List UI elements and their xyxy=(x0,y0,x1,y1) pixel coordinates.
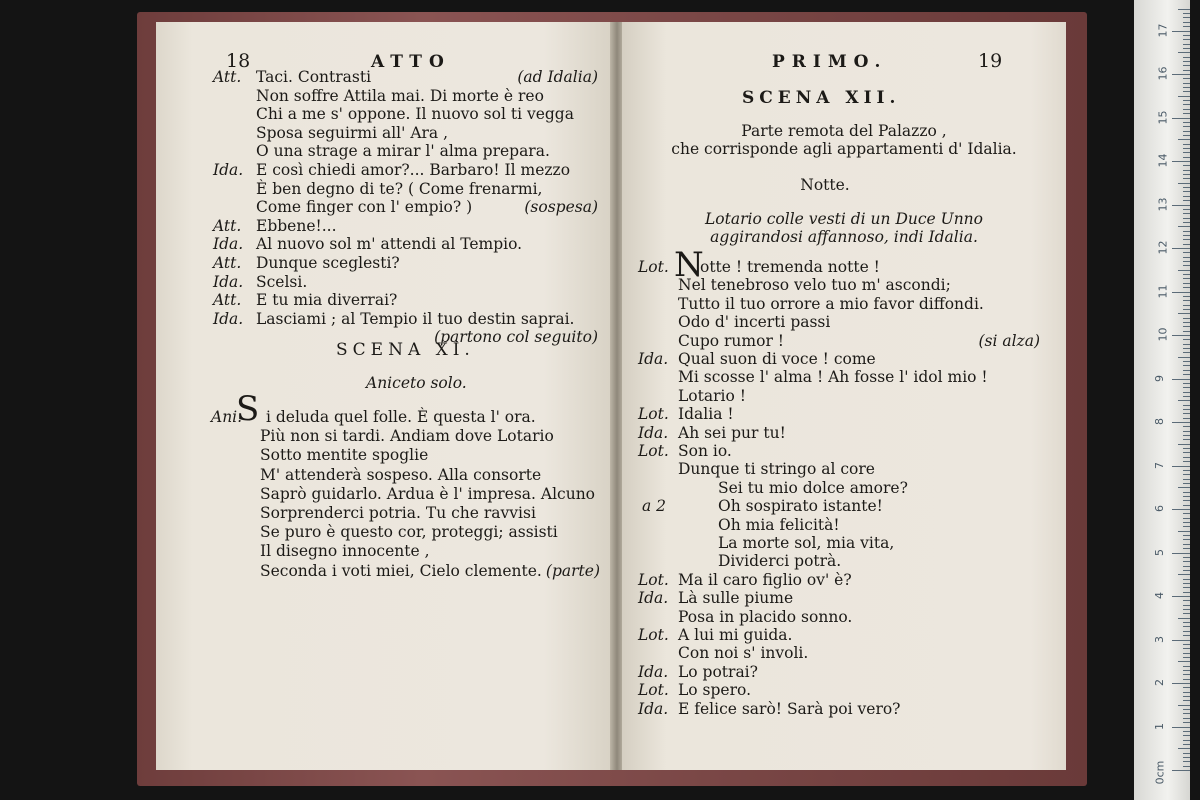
ruler-tick xyxy=(1183,692,1190,693)
verse-line: Lasciami ; al Tempio il tuo destin saprai. xyxy=(256,309,575,328)
ruler-tick xyxy=(1183,648,1190,649)
ruler-number: 17 xyxy=(1156,23,1170,37)
ruler-tick xyxy=(1183,274,1190,275)
ruler-tick xyxy=(1183,244,1190,245)
ruler-tick xyxy=(1183,261,1190,262)
ruler-tick xyxy=(1183,361,1190,362)
verse-line: Lotario ! xyxy=(678,386,746,405)
ruler-tick xyxy=(1183,731,1190,732)
ruler-tick xyxy=(1183,505,1190,506)
ruler-tick xyxy=(1183,152,1190,153)
ruler-tick xyxy=(1183,761,1190,762)
ruler-tick xyxy=(1172,640,1190,641)
ruler-tick xyxy=(1183,61,1190,62)
ruler-tick xyxy=(1172,727,1190,728)
ruler-number: 11 xyxy=(1156,284,1170,298)
verse-line: La morte sol, mia vita, xyxy=(718,534,895,552)
verse-line: Sposa seguirmi all' Ara , xyxy=(256,123,449,142)
ruler-tick xyxy=(1183,635,1190,636)
ruler-tick xyxy=(1183,39,1190,40)
ruler-tick xyxy=(1183,200,1190,201)
ruler-number: 15 xyxy=(1156,110,1170,124)
verse-line: Qual suon di voce ! come xyxy=(678,350,876,368)
ruler-tick xyxy=(1183,666,1190,667)
drop-cap: S xyxy=(236,389,260,429)
ruler-tick xyxy=(1183,13,1190,14)
ruler-tick xyxy=(1178,357,1190,358)
ruler-tick xyxy=(1183,365,1190,366)
ruler-tick xyxy=(1183,344,1190,345)
ruler-tick xyxy=(1183,570,1190,571)
ruler-tick xyxy=(1172,553,1190,554)
ruler-tick xyxy=(1183,583,1190,584)
stage-direction: (partono col seguito) xyxy=(434,328,598,347)
ruler-tick xyxy=(1178,400,1190,401)
ruler-number: 16 xyxy=(1156,66,1170,81)
ruler-tick xyxy=(1183,587,1190,588)
speaker-label: Lot. xyxy=(638,570,669,589)
ruler-tick xyxy=(1183,287,1190,288)
speaker-label: Ida. xyxy=(213,272,244,291)
ruler-tick xyxy=(1183,387,1190,388)
ruler-tick xyxy=(1172,248,1190,249)
ruler-tick xyxy=(1183,70,1190,71)
ruler-tick xyxy=(1183,44,1190,45)
ruler-tick xyxy=(1178,183,1190,184)
speaker-label: Att. xyxy=(213,216,242,235)
ruler-number: 1 xyxy=(1153,722,1166,730)
verse-line: Scelsi. xyxy=(256,272,308,291)
ruler-tick xyxy=(1183,57,1190,58)
ruler-tick xyxy=(1178,270,1190,271)
speaker-label: Lot. xyxy=(638,258,669,276)
ruler-tick xyxy=(1183,331,1190,332)
ruler-tick xyxy=(1183,539,1190,540)
verse-line: Lo spero. xyxy=(678,681,751,700)
ruler-tick xyxy=(1183,722,1190,723)
ruler-tick xyxy=(1183,165,1190,166)
ruler-tick xyxy=(1183,522,1190,523)
verse-line: O una strage a mirar l' alma prepara. xyxy=(256,142,550,161)
ruler-tick xyxy=(1183,631,1190,632)
ruler-tick xyxy=(1183,461,1190,462)
speaker-label: a 2 xyxy=(642,497,667,516)
ruler-tick xyxy=(1183,283,1190,284)
ruler-tick xyxy=(1183,318,1190,319)
ruler-tick xyxy=(1183,452,1190,453)
ruler-tick xyxy=(1183,78,1190,79)
speaker-label: Ida. xyxy=(638,423,669,442)
ruler-tick xyxy=(1183,300,1190,301)
ruler-tick xyxy=(1183,626,1190,627)
ruler-tick xyxy=(1183,653,1190,654)
ruler-tick xyxy=(1183,148,1190,149)
ruler-tick xyxy=(1183,674,1190,675)
ruler-tick xyxy=(1172,292,1190,293)
ruler-tick xyxy=(1183,479,1190,480)
ruler-tick xyxy=(1183,513,1190,514)
scene-time: Notte. xyxy=(800,176,850,194)
ruler-tick xyxy=(1183,483,1190,484)
ruler-tick xyxy=(1183,209,1190,210)
ruler-tick xyxy=(1172,335,1190,336)
scene-heading: SCENA XII. xyxy=(742,88,901,108)
verse-line: Seconda i voti miei, Cielo clemente. xyxy=(260,561,542,580)
ruler-tick xyxy=(1183,100,1190,101)
ruler-tick xyxy=(1183,374,1190,375)
ruler-tick xyxy=(1183,265,1190,266)
speaker-label: Lot. xyxy=(638,405,669,424)
ruler-tick xyxy=(1183,518,1190,519)
ruler-tick xyxy=(1183,687,1190,688)
verse-line: Il disegno innocente , xyxy=(260,542,430,561)
verse-line: Idalia ! xyxy=(678,405,734,424)
ruler-tick xyxy=(1183,91,1190,92)
scene-setting-line-2: che corrisponde agli appartamenti d' Idalia. xyxy=(671,140,1017,158)
ruler-number: 8 xyxy=(1153,418,1166,425)
ruler-tick xyxy=(1183,113,1190,114)
running-head: PRIMO. xyxy=(772,52,888,72)
verse-line: Sotto mentite spoglie xyxy=(260,446,429,465)
verse-line: Oh sospirato istante! xyxy=(718,497,883,516)
verse-line: E così chiedi amor?... Barbaro! Il mezzo xyxy=(256,161,571,179)
ruler-tick xyxy=(1183,322,1190,323)
right-page xyxy=(622,22,1066,770)
ruler-tick xyxy=(1183,104,1190,105)
ruler-tick xyxy=(1183,383,1190,384)
ruler-tick xyxy=(1178,618,1190,619)
speaker-label: Ida. xyxy=(638,662,669,681)
ruler-number: 3 xyxy=(1153,635,1166,643)
verse-line: Taci. Contrasti xyxy=(256,68,372,86)
ruler-tick xyxy=(1183,213,1190,214)
scene-setting-line-1: Parte remota del Palazzo , xyxy=(741,122,947,140)
measuring-ruler xyxy=(1134,0,1190,800)
ruler-tick xyxy=(1172,379,1190,380)
ruler-tick xyxy=(1183,439,1190,440)
verse-line: È ben degno di te? ( Come frenarmi, xyxy=(256,179,543,198)
verse-line: Nel tenebroso velo tuo m' ascondi; xyxy=(678,276,951,295)
verse-line: E tu mia diverrai? xyxy=(256,291,398,310)
ruler-tick xyxy=(1183,579,1190,580)
speaker-label: Ida. xyxy=(638,589,669,608)
ruler-tick xyxy=(1183,435,1190,436)
ruler-tick xyxy=(1183,613,1190,614)
ruler-number: 9 xyxy=(1153,374,1166,382)
ruler-number: 5 xyxy=(1153,548,1166,556)
verse-line: Saprò guidarlo. Ardua è l' impresa. Alcuno xyxy=(260,484,596,503)
verse-line: Dunque sceglesti? xyxy=(256,254,400,272)
ruler-tick xyxy=(1183,622,1190,623)
ruler-tick xyxy=(1183,566,1190,567)
ruler-tick xyxy=(1183,548,1190,549)
ruler-tick xyxy=(1183,257,1190,258)
ruler-tick xyxy=(1172,205,1190,206)
ruler-tick xyxy=(1183,305,1190,306)
verse-line: Ma il caro figlio ov' è? xyxy=(678,570,852,589)
ruler-tick xyxy=(1183,396,1190,397)
stage-direction-line-2: aggirandosi affannoso, indi Idalia. xyxy=(710,228,978,246)
speaker-label: Lot. xyxy=(638,681,669,700)
ruler-tick xyxy=(1183,309,1190,310)
ruler-tick xyxy=(1172,770,1190,771)
ruler-tick xyxy=(1183,448,1190,449)
ruler-tick xyxy=(1183,735,1190,736)
speaker-label: Ida. xyxy=(213,309,244,328)
ruler-number: 7 xyxy=(1153,461,1166,469)
stage-direction: (si alza) xyxy=(978,331,1040,350)
ruler-tick xyxy=(1178,748,1190,749)
verse-line: Chi a me s' oppone. Il nuovo sol ti vegga xyxy=(256,105,574,124)
ruler-number: 4 xyxy=(1153,592,1166,599)
ruler-tick xyxy=(1172,509,1190,510)
verse-line: Posa in placido sonno. xyxy=(678,607,853,626)
ruler-tick xyxy=(1183,609,1190,610)
ruler-tick xyxy=(1183,339,1190,340)
ruler-tick xyxy=(1183,474,1190,475)
ruler-tick xyxy=(1183,131,1190,132)
ruler-tick xyxy=(1178,574,1190,575)
ruler-tick xyxy=(1183,409,1190,410)
verse-line: M' attenderà sospeso. Alla consorte xyxy=(260,465,542,484)
speaker-label: Att. xyxy=(213,291,242,310)
ruler-tick xyxy=(1183,753,1190,754)
ruler-tick xyxy=(1183,352,1190,353)
ruler-tick xyxy=(1183,370,1190,371)
verse-line: Mi scosse l' alma ! Ah fosse l' idol mio ! xyxy=(678,368,988,387)
speaker-label: Att. xyxy=(213,68,242,86)
scene-heading: SCENA XI. xyxy=(336,340,475,360)
verse-line: Ah sei pur tu! xyxy=(678,423,786,442)
ruler-tick xyxy=(1172,74,1190,75)
ruler-tick xyxy=(1183,191,1190,192)
ruler-tick xyxy=(1183,744,1190,745)
ruler-tick xyxy=(1172,596,1190,597)
ruler-tick xyxy=(1178,661,1190,662)
ruler-unit-label: 0cm xyxy=(1153,760,1167,785)
ruler-tick xyxy=(1183,35,1190,36)
ruler-tick xyxy=(1183,592,1190,593)
stage-direction: (sospesa) xyxy=(524,198,598,217)
ruler-tick xyxy=(1183,657,1190,658)
verse-line: Odo d' incerti passi xyxy=(678,313,831,332)
ruler-tick xyxy=(1183,426,1190,427)
ruler-tick xyxy=(1183,87,1190,88)
speaker-label: Att. xyxy=(213,254,242,272)
ruler-tick xyxy=(1183,418,1190,419)
stage-direction-line-1: Lotario colle vesti di un Duce Unno xyxy=(705,210,983,228)
verse-line: Son io. xyxy=(678,442,732,460)
stage-direction: (ad Idalia) xyxy=(517,68,598,86)
running-head: ATTO xyxy=(371,52,451,72)
verse-line: A lui mi guida. xyxy=(678,626,793,644)
ruler-tick xyxy=(1183,766,1190,767)
ruler-tick xyxy=(1178,96,1190,97)
ruler-tick xyxy=(1183,713,1190,714)
verse-line: Cupo rumor ! xyxy=(678,331,785,350)
ruler-tick xyxy=(1183,757,1190,758)
ruler-tick xyxy=(1183,431,1190,432)
speaker-label: Ani. xyxy=(211,408,243,426)
ruler-tick xyxy=(1183,709,1190,710)
ruler-tick xyxy=(1178,226,1190,227)
ruler-tick xyxy=(1183,326,1190,327)
ruler-tick xyxy=(1183,109,1190,110)
ruler-tick xyxy=(1183,561,1190,562)
ruler-tick xyxy=(1183,348,1190,349)
ruler-tick xyxy=(1183,700,1190,701)
verse-line: Più non si tardi. Andiam dove Lotario xyxy=(260,427,554,446)
scene-caption: Aniceto solo. xyxy=(366,374,467,392)
ruler-tick xyxy=(1178,531,1190,532)
verse-line: Là sulle piume xyxy=(678,589,794,608)
verse-line: Se puro è questo cor, proteggi; assisti xyxy=(260,523,558,542)
ruler-tick xyxy=(1172,422,1190,423)
verse-line: Non soffre Attila mai. Di morte è reo xyxy=(256,86,544,105)
ruler-tick xyxy=(1183,500,1190,501)
ruler-number: 14 xyxy=(1156,153,1170,168)
ruler-tick xyxy=(1172,466,1190,467)
ruler-tick xyxy=(1183,296,1190,297)
ruler-tick xyxy=(1178,139,1190,140)
speaker-label: Ida. xyxy=(213,161,244,179)
ruler-tick xyxy=(1183,222,1190,223)
ruler-tick xyxy=(1183,557,1190,558)
ruler-tick xyxy=(1183,679,1190,680)
ruler-tick xyxy=(1178,705,1190,706)
ruler-tick xyxy=(1183,252,1190,253)
verse-line: Ebbene!... xyxy=(256,216,337,235)
ruler-number: 12 xyxy=(1156,240,1170,255)
ruler-tick xyxy=(1183,196,1190,197)
ruler-tick xyxy=(1183,405,1190,406)
ruler-number: 6 xyxy=(1153,505,1166,512)
verse-line: i deluda quel folle. È questa l' ora. xyxy=(266,408,536,426)
page-number: 18 xyxy=(226,50,251,72)
ruler-tick xyxy=(1183,526,1190,527)
ruler-tick xyxy=(1183,126,1190,127)
ruler-tick xyxy=(1183,17,1190,18)
ruler-tick xyxy=(1183,696,1190,697)
verse-line: Sorprenderci potria. Tu che ravvisi xyxy=(260,504,536,522)
ruler-tick xyxy=(1178,9,1190,10)
ruler-number: 13 xyxy=(1156,197,1170,211)
ruler-tick xyxy=(1183,22,1190,23)
ruler-tick xyxy=(1183,122,1190,123)
verse-line: Oh mia felicità! xyxy=(718,515,840,534)
ruler-tick xyxy=(1183,492,1190,493)
ruler-tick xyxy=(1183,83,1190,84)
verse-line: Dividerci potrà. xyxy=(718,552,842,571)
verse-line: Sei tu mio dolce amore? xyxy=(718,478,908,497)
ruler-tick xyxy=(1178,313,1190,314)
ruler-tick xyxy=(1183,470,1190,471)
ruler-number: 2 xyxy=(1153,679,1166,686)
verse-line: Tutto il tuo orrore a mio favor diffondi. xyxy=(678,294,984,313)
ruler-tick xyxy=(1183,26,1190,27)
speaker-label: Ida. xyxy=(638,350,669,368)
ruler-tick xyxy=(1183,174,1190,175)
ruler-tick xyxy=(1172,161,1190,162)
drop-cap: N xyxy=(674,245,704,285)
ruler-tick xyxy=(1183,740,1190,741)
speaker-label: Ida. xyxy=(213,235,244,254)
ruler-tick xyxy=(1183,278,1190,279)
ruler-tick xyxy=(1178,444,1190,445)
ruler-tick xyxy=(1172,31,1190,32)
ruler-tick xyxy=(1183,600,1190,601)
ruler-tick xyxy=(1183,496,1190,497)
verse-line: otte ! tremenda notte ! xyxy=(700,258,880,276)
page-number: 19 xyxy=(978,50,1003,72)
verse-line: Al nuovo sol m' attendi al Tempio. xyxy=(256,235,523,254)
stage-direction: (parte) xyxy=(545,561,600,580)
ruler-tick xyxy=(1183,65,1190,66)
ruler-tick xyxy=(1183,457,1190,458)
ruler-tick xyxy=(1183,231,1190,232)
ruler-tick xyxy=(1183,670,1190,671)
ruler-tick xyxy=(1183,144,1190,145)
ruler-tick xyxy=(1183,239,1190,240)
speaker-label: Ida. xyxy=(638,699,669,718)
ruler-tick xyxy=(1183,605,1190,606)
ruler-tick xyxy=(1172,118,1190,119)
ruler-tick xyxy=(1183,718,1190,719)
ruler-tick xyxy=(1183,218,1190,219)
ruler-number: 10 xyxy=(1156,327,1170,342)
ruler-tick xyxy=(1183,235,1190,236)
verse-line: Dunque ti stringo al core xyxy=(678,460,875,479)
ruler-tick xyxy=(1183,644,1190,645)
verse-line: Con noi s' involi. xyxy=(678,644,809,663)
ruler-tick xyxy=(1178,487,1190,488)
verse-line: Lo potrai? xyxy=(678,662,758,681)
ruler-tick xyxy=(1183,392,1190,393)
ruler-tick xyxy=(1183,413,1190,414)
ruler-tick xyxy=(1183,544,1190,545)
ruler-tick xyxy=(1183,157,1190,158)
verse-line: E felice sarò! Sarà poi vero? xyxy=(678,699,901,718)
speaker-label: Lot. xyxy=(638,626,669,644)
ruler-tick xyxy=(1172,683,1190,684)
ruler-tick xyxy=(1178,52,1190,53)
ruler-tick xyxy=(1183,535,1190,536)
verse-line: Come finger con l' empio? ) xyxy=(256,198,473,217)
speaker-label: Lot. xyxy=(638,442,669,460)
ruler-tick xyxy=(1183,135,1190,136)
ruler-tick xyxy=(1183,170,1190,171)
ruler-tick xyxy=(1183,48,1190,49)
ruler-tick xyxy=(1183,187,1190,188)
left-page xyxy=(156,22,612,770)
ruler-tick xyxy=(1183,178,1190,179)
